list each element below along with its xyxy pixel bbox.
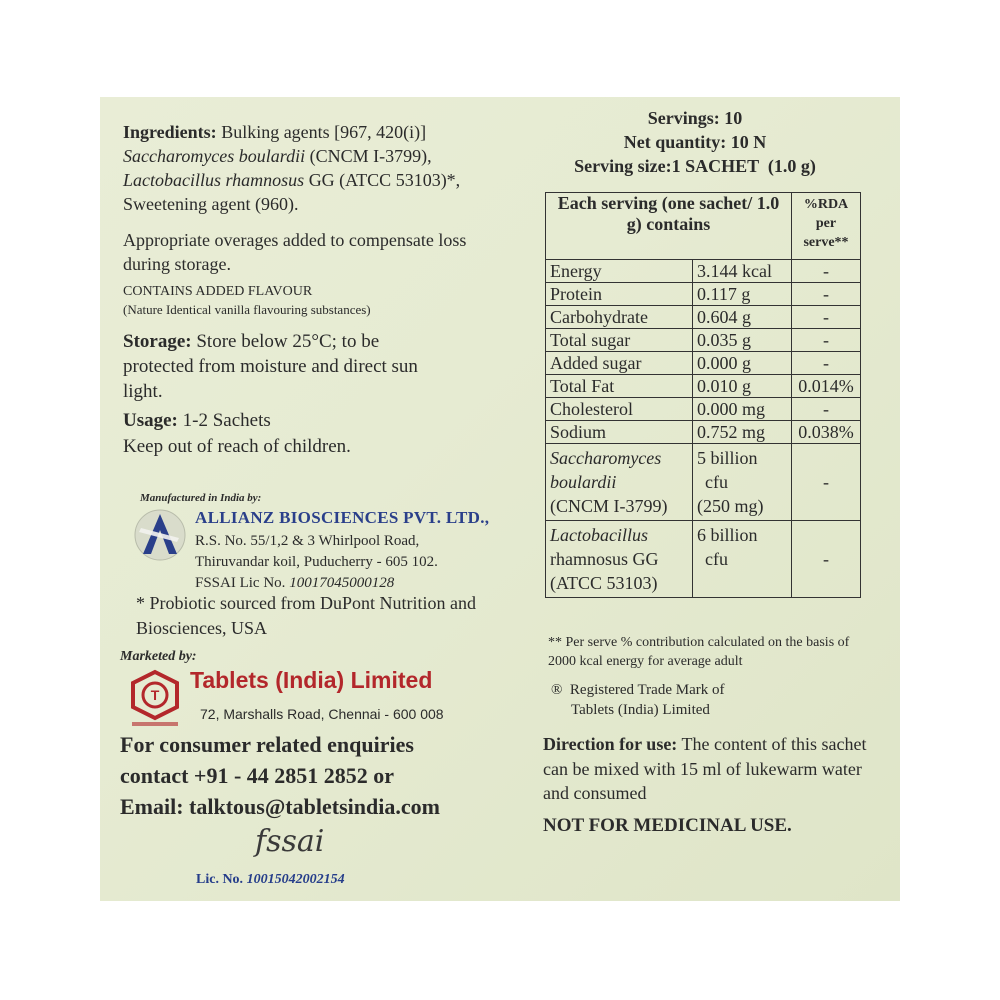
probiotic-value-line: cfu bbox=[705, 472, 728, 492]
nutrition-table bbox=[545, 192, 861, 598]
nutrient-value: 0.035 g bbox=[693, 329, 792, 352]
nutrient-rda: - bbox=[792, 306, 861, 329]
nutrient-rda: 0.014% bbox=[792, 375, 861, 398]
servings-block bbox=[540, 106, 850, 178]
nutrient-name: Protein bbox=[546, 283, 693, 306]
fssai-logo: fssai bbox=[255, 824, 325, 859]
ingredients-line3-italic: Lactobacillus rhamnosus bbox=[123, 170, 305, 190]
nutrient-row bbox=[546, 421, 861, 444]
usage-warning: Keep out of reach of children. bbox=[123, 436, 351, 457]
nutrient-name: Total sugar bbox=[546, 329, 693, 352]
nutrient-value: 0.000 mg bbox=[693, 398, 792, 421]
nutrient-value: 0.010 g bbox=[693, 375, 792, 398]
fssai-lic-number: 10015042002154 bbox=[246, 872, 345, 887]
ingredients-line1: Bulking agents [967, 420(i)] bbox=[221, 122, 427, 142]
trademark-line2: Tablets (India) Limited bbox=[571, 702, 710, 718]
probiotic-rows bbox=[546, 444, 861, 598]
not-medicinal-warning: NOT FOR MEDICINAL USE. bbox=[543, 815, 792, 836]
probiotic-row bbox=[546, 521, 861, 598]
storage-text: Store below 25°C; to be protected from moisture and direct sun light. bbox=[123, 331, 418, 402]
nutrient-value: 0.752 mg bbox=[693, 421, 792, 444]
manufacturer-address-line2: Thiruvandar koil, Puducherry - 605 102. bbox=[195, 554, 438, 570]
serving-size: Serving size:1 SACHET (1.0 g) bbox=[574, 156, 816, 176]
probiotic-name-line: Saccharomyces bbox=[550, 448, 662, 468]
ingredients-line2-rest: (CNCM I-3799), bbox=[309, 146, 432, 166]
nutrient-row bbox=[546, 352, 861, 375]
nutrient-row bbox=[546, 329, 861, 352]
nutrient-row bbox=[546, 306, 861, 329]
probiotic-value bbox=[693, 444, 792, 521]
probiotic-name-line: (CNCM I-3799) bbox=[550, 496, 668, 516]
registered-icon: ® bbox=[551, 682, 563, 698]
enquiries-email-line: Email: talktous@tabletsindia.com bbox=[120, 794, 440, 819]
nutrient-rda: - bbox=[792, 398, 861, 421]
allianz-logo-icon bbox=[133, 508, 187, 562]
probiotic-name-line: boulardii bbox=[550, 472, 617, 492]
probiotic-value-line: 6 billion bbox=[697, 525, 758, 545]
usage-text: 1-2 Sachets bbox=[182, 410, 271, 431]
storage-label: Storage: bbox=[123, 331, 192, 352]
fssai-lic-label: Lic. No. bbox=[196, 872, 244, 887]
nutrient-rda: - bbox=[792, 260, 861, 283]
nutrient-row bbox=[546, 398, 861, 421]
tablets-india-logo-icon bbox=[126, 669, 184, 729]
manufactured-by-label: Manufactured in India by: bbox=[140, 492, 262, 504]
product-label-panel bbox=[100, 97, 900, 901]
probiotic-row bbox=[546, 444, 861, 521]
nutrient-rda: - bbox=[792, 283, 861, 306]
nutrient-name: Energy bbox=[546, 260, 693, 283]
probiotic-rda: - bbox=[792, 444, 861, 521]
probiotic-value bbox=[693, 521, 792, 598]
probiotic-value-line: cfu bbox=[705, 549, 728, 569]
fssai-license bbox=[196, 872, 345, 888]
tablets-logo-letter: T bbox=[150, 687, 160, 703]
servings-count: Servings: 10 bbox=[647, 108, 743, 128]
enquiries-line1: For consumer related enquiries bbox=[120, 732, 414, 757]
nutrient-row bbox=[546, 260, 861, 283]
probiotic-rda: - bbox=[792, 521, 861, 598]
ingredients-line2-italic: Saccharomyces boulardii bbox=[123, 146, 306, 166]
manufacturer-fssai-label: FSSAI Lic No. bbox=[195, 575, 286, 591]
flavour-title: CONTAINS ADDED FLAVOUR bbox=[123, 284, 313, 299]
probiotic-name bbox=[546, 444, 693, 521]
probiotic-name-line: Lactobacillus bbox=[550, 525, 648, 545]
ingredients-block bbox=[123, 120, 513, 216]
probiotic-value-line: 5 billion bbox=[697, 448, 758, 468]
flavour-detail: (Nature Identical vanilla flavouring substances) bbox=[123, 302, 371, 317]
nutrient-value: 0.000 g bbox=[693, 352, 792, 375]
storage-block bbox=[123, 329, 453, 404]
nutrient-name: Sodium bbox=[546, 421, 693, 444]
usage-block bbox=[123, 408, 453, 460]
ingredients-label: Ingredients: bbox=[123, 122, 217, 142]
marketer-address: 72, Marshalls Road, Chennai - 600 008 bbox=[200, 706, 444, 722]
nutrient-value: 0.604 g bbox=[693, 306, 792, 329]
consumer-enquiries-block bbox=[120, 729, 540, 822]
probiotic-name bbox=[546, 521, 693, 598]
nutrient-rda: - bbox=[792, 352, 861, 375]
nutrition-header-row bbox=[546, 193, 861, 260]
overages-note: Appropriate overages added to compensate loss during storage. bbox=[123, 230, 467, 274]
marketed-by-label: Marketed by: bbox=[120, 649, 197, 664]
ingredients-line4: Sweetening agent (960). bbox=[123, 194, 299, 214]
nutrient-name: Total Fat bbox=[546, 375, 693, 398]
direction-text: The content of this sachet can be mixed with 15 ml of lukewarm water and consumed bbox=[543, 734, 867, 803]
manufacturer-fssai-number: 10017045000128 bbox=[289, 575, 395, 591]
nutrient-rda: 0.038% bbox=[792, 421, 861, 444]
rda-footnote: ** Per serve % contribution calculated on the basis of 2000 kcal energy for average adult bbox=[548, 635, 850, 669]
nutrient-rows bbox=[546, 260, 861, 444]
nutrient-value: 3.144 kcal bbox=[693, 260, 792, 283]
nutrient-name: Added sugar bbox=[546, 352, 693, 375]
marketer-name: Tablets (India) Limited bbox=[190, 667, 433, 693]
usage-label: Usage: bbox=[123, 410, 178, 431]
ingredients-line3-rest: GG (ATCC 53103)*, bbox=[308, 170, 461, 190]
nutrient-name: Carbohydrate bbox=[546, 306, 693, 329]
manufacturer-address-line1: R.S. No. 55/1,2 & 3 Whirlpool Road, bbox=[195, 533, 420, 549]
nutrient-row bbox=[546, 283, 861, 306]
trademark-note bbox=[551, 680, 851, 720]
nutrition-header-serving: Each serving (one sachet/ 1.0 g) contains bbox=[546, 193, 792, 260]
direction-label: Direction for use: bbox=[543, 734, 678, 754]
nutrient-row bbox=[546, 375, 861, 398]
flavour-block bbox=[123, 282, 523, 319]
probiotic-value-line: (250 mg) bbox=[697, 496, 764, 516]
probiotic-name-line: (ATCC 53103) bbox=[550, 573, 658, 593]
probiotic-name-line: rhamnosus GG bbox=[550, 549, 659, 569]
manufacturer-address-block bbox=[195, 531, 535, 594]
net-quantity: Net quantity: 10 N bbox=[623, 132, 767, 152]
nutrient-name: Cholesterol bbox=[546, 398, 693, 421]
manufacturer-name: ALLIANZ BIOSCIENCES PVT. LTD., bbox=[195, 508, 490, 527]
enquiries-phone-line: contact +91 - 44 2851 2852 or bbox=[120, 763, 395, 788]
nutrition-header-rda: %RDA per serve** bbox=[792, 193, 861, 260]
direction-block bbox=[543, 732, 873, 806]
probiotic-source-note: * Probiotic sourced from DuPont Nutrition and Biosciences, USA bbox=[136, 593, 476, 638]
trademark-line1: Registered Trade Mark of bbox=[569, 682, 725, 698]
nutrient-value: 0.117 g bbox=[693, 283, 792, 306]
nutrient-rda: - bbox=[792, 329, 861, 352]
